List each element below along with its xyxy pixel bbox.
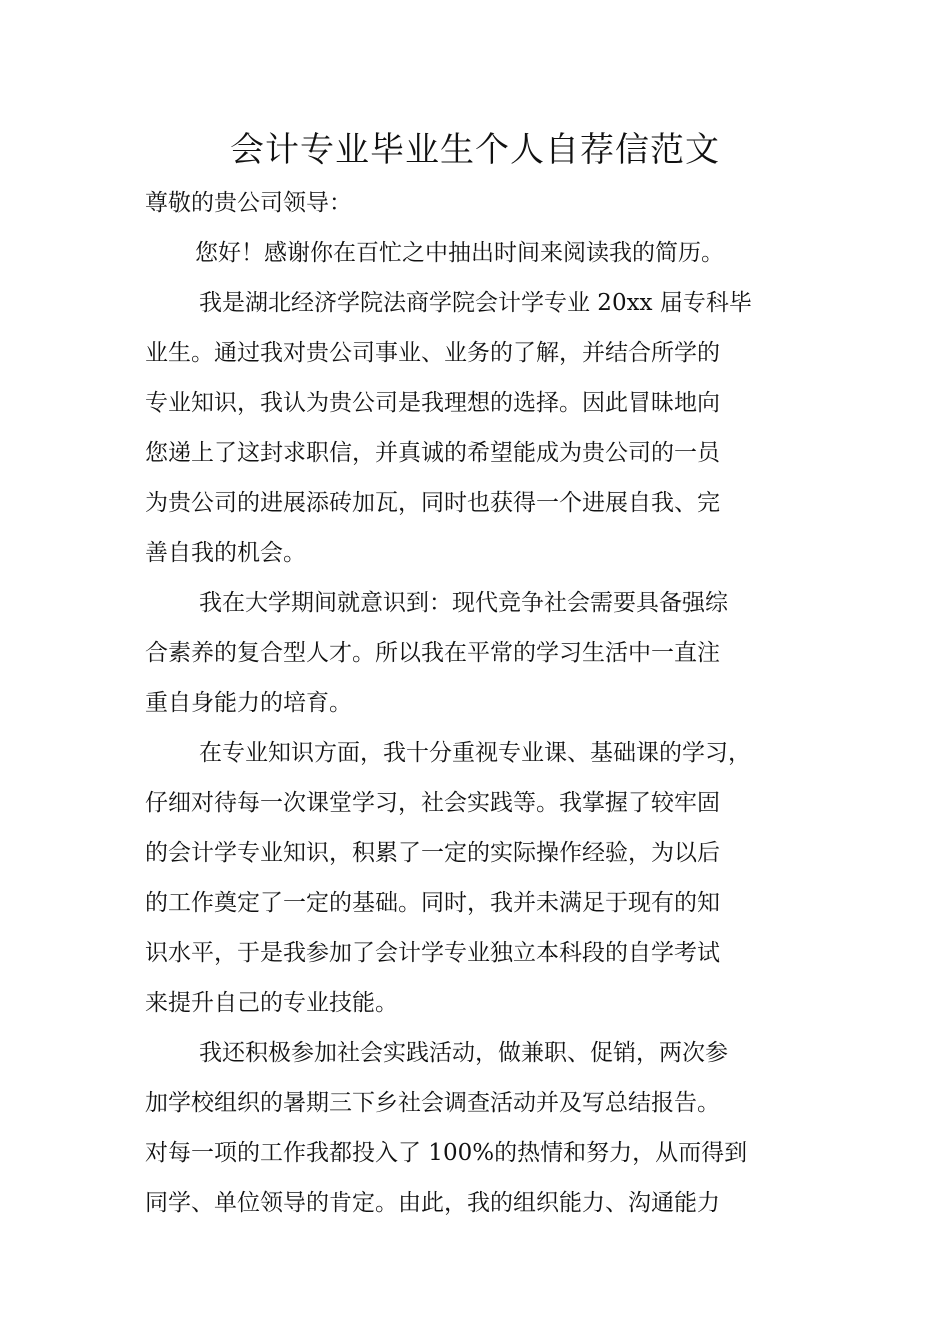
paragraph-line: 加学校组织的暑期三下乡社会调查活动并及写总结报告。	[145, 1090, 720, 1116]
paragraph-professional-knowledge	[145, 728, 815, 1028]
paragraph-line: 的工作奠定了一定的基础。同时，我并未满足于现有的知	[145, 890, 720, 916]
paragraph-line: 您递上了这封求职信，并真诚的希望能成为贵公司的一员	[145, 440, 720, 466]
salutation: 尊敬的贵公司领导：	[145, 190, 352, 216]
paragraph-greeting	[145, 228, 815, 278]
paragraph-line: 同学、单位领导的肯定。由此，我的组织能力、沟通能力	[145, 1190, 720, 1216]
paragraph-line: 您好！感谢你在百忙之中抽出时间来阅读我的简历。	[195, 240, 724, 266]
paragraph-line: 的会计学专业知识，积累了一定的实际操作经验，为以后	[145, 840, 720, 866]
paragraph-line: 重自身能力的培育。	[145, 690, 352, 716]
paragraph-line: 专业知识，我认为贵公司是我理想的选择。因此冒昧地向	[145, 390, 720, 416]
paragraph-line: 善自我的机会。	[145, 540, 306, 566]
paragraph-line: 为贵公司的进展添砖加瓦，同时也获得一个进展自我、完	[145, 490, 720, 516]
document-title: 会计专业毕业生个人自荐信范文	[230, 130, 720, 170]
paragraph-introduction	[145, 278, 815, 578]
paragraph-line: 在专业知识方面，我十分重视专业课、基础课的学习，	[199, 740, 751, 766]
paragraph-line: 业生。通过我对贵公司事业、业务的了解，并结合所学的	[145, 340, 720, 366]
paragraph-line: 对每一项的工作我都投入了 100%的热情和努力，从而得到	[145, 1140, 748, 1166]
letter-body	[145, 178, 815, 1228]
paragraph-line: 仔细对待每一次课堂学习，社会实践等。我掌握了较牢固	[145, 790, 720, 816]
paragraph-line: 我还积极参加社会实践活动，做兼职、促销，两次参	[199, 1040, 728, 1066]
paragraph-awareness	[145, 578, 815, 728]
paragraph-line: 我在大学期间就意识到：现代竞争社会需要具备强综	[199, 590, 728, 616]
paragraph-line: 识水平，于是我参加了会计学专业独立本科段的自学考试	[145, 940, 720, 966]
paragraph-social-practice	[145, 1028, 815, 1228]
paragraph-line: 合素养的复合型人才。所以我在平常的学习生活中一直注	[145, 640, 720, 666]
paragraph-line: 来提升自己的专业技能。	[145, 990, 398, 1016]
paragraph-line: 我是湖北经济学院法商学院会计学专业 20xx 届专科毕	[199, 290, 752, 316]
